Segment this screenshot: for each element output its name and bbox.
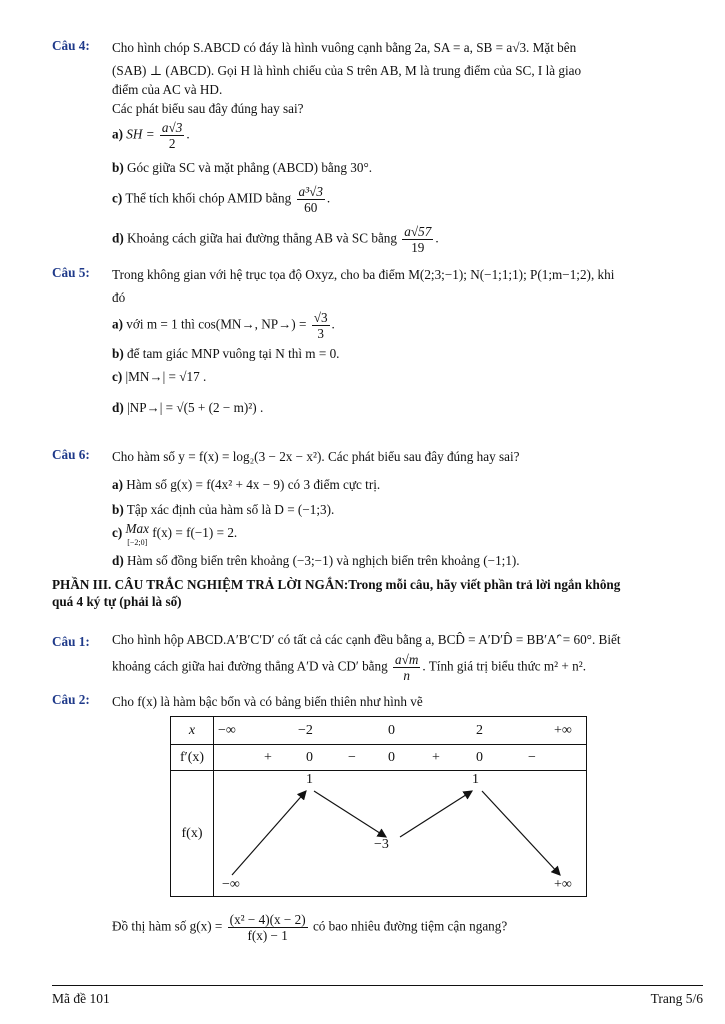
arrow-up — [232, 791, 306, 875]
option-label: a) — [112, 477, 123, 492]
zero: 0 — [388, 750, 395, 765]
q4-option-c: c) Thể tích khối chóp AMID bằng $\frac{\text{a³√3}}{60}$ . — [112, 184, 331, 215]
option-text: Khoảng cách giữa hai đường thẳng AB và SC bằng — [127, 230, 397, 246]
option-text: Góc giữa SC và mặt phẳng (ABCD) bằng 30°. — [127, 160, 373, 175]
p3q2-tail: Đồ thị hàm số g(x) = $\frac{\text{(x² − 4)(x − 2)}}{f(x) - 1}$ có bao nhiêu đường tiệm cận ngang? — [112, 912, 508, 943]
x-value: +∞ — [554, 723, 572, 738]
f-value: −3 — [374, 837, 389, 852]
row-fprime-label: f′(x) — [171, 745, 214, 771]
fraction: $\frac{√3}{3}$ — [313, 310, 328, 341]
fraction: $\frac{\text{(x² − 4)(x − 2)}}{f(x) - 1}$ — [229, 912, 306, 943]
sign: − — [348, 750, 356, 765]
q4-stem-line4: Các phát biểu sau đây đúng hay sai? — [112, 101, 304, 116]
option-label: d) — [112, 400, 124, 415]
option-label: b) — [112, 160, 124, 175]
option-label: a) — [112, 316, 123, 332]
f-value: +∞ — [554, 877, 572, 892]
q6-option-b — [112, 500, 703, 519]
q5-option-c — [112, 367, 703, 386]
option-label: b) — [112, 502, 124, 517]
option-text: f(x) = f(−1) = 2. — [152, 525, 238, 540]
q4-stem-line1: Cho hình chóp S.ABCD có đáy là hình vuông cạnh bằng 2a, SA = a, SB = a√3. Mặt bên — [112, 40, 577, 55]
variation-arrows — [214, 771, 586, 897]
p3q1-stem-line1: Cho hình hộp ABCD.A′B′C′D′ có tất cả các cạnh đều bằng a, BCD̂ = A′D′D̂ = BB′A′̂ = 60°. Biết — [112, 632, 621, 647]
option-label: a) — [112, 126, 123, 142]
q6-option-a — [112, 475, 703, 494]
f-value: −∞ — [222, 877, 240, 892]
q4-stem-line3: điểm của AC và HD. — [112, 82, 223, 97]
q5-label: Câu 5: — [52, 265, 90, 280]
arrow-down — [314, 791, 386, 837]
x-value: 2 — [476, 723, 483, 738]
q4-stem-line2: (SAB) ⊥ (ABCD). Gọi H là hình chiếu của S trên AB, M là trung điểm của SC, I là giao — [112, 63, 582, 78]
variation-table — [170, 716, 587, 897]
q5-option-d — [112, 398, 703, 417]
q5-stem-line1: Trong không gian với hệ trục tọa độ Oxyz, cho ba điểm M(2;3;−1); N(−1;1;1); P(1;m−1;2), khi — [112, 267, 615, 282]
option-text: với m = 1 thì cos(MN→, NP→) = — [126, 316, 307, 332]
p3q1-label: Câu 1: — [52, 634, 90, 649]
sign: − — [528, 750, 536, 765]
sign: + — [432, 750, 440, 765]
option-label: c) — [112, 190, 123, 206]
part3-heading-line2: quá 4 ký tự (phải là số) — [52, 594, 182, 609]
arrow-up — [400, 791, 472, 837]
max-operator: Max — [125, 521, 149, 536]
option-text: |NP→| = √(5 + (2 − m)²) . — [127, 400, 264, 415]
option-label: b) — [112, 346, 124, 361]
option-text: Hàm số g(x) = f(4x² + 4x − 9) có 3 điểm cực trị. — [126, 477, 381, 492]
fraction: $\frac{\text{a³√3}}{60}$ — [298, 184, 323, 215]
f-value: 1 — [472, 772, 479, 787]
part3-heading-line1: PHẦN III. CÂU TRẮC NGHIỆM TRẢ LỜI NGẮN:Trong mỗi câu, hãy viết phần trả lời ngắn không — [52, 577, 621, 592]
option-text: để tam giác MNP vuông tại N thì m = 0. — [127, 346, 340, 361]
zero: 0 — [476, 750, 483, 765]
zero: 0 — [306, 750, 313, 765]
q4-label: Câu 4: — [52, 38, 90, 53]
arrow-down — [482, 791, 560, 875]
q6-label: Câu 6: — [52, 447, 90, 462]
p3q2-label: Câu 2: — [52, 692, 90, 707]
page-footer — [52, 985, 703, 1007]
option-text: Hàm số đồng biến trên khoảng (−3;−1) và nghịch biến trên khoảng (−1;1). — [127, 553, 520, 568]
option-text: SH = — [126, 126, 155, 142]
q4-option-a: a) SH = $\frac{a√3}{2}$ . — [112, 120, 190, 151]
q5-stem-line2: đó — [112, 290, 126, 305]
exam-code: Mã đề 101 — [52, 991, 110, 1006]
option-text: |MN→| = √17 . — [125, 369, 207, 384]
p3q2-stem: Cho f(x) là hàm bậc bốn và có bảng biến thiên như hình vẽ — [112, 694, 423, 709]
option-text: Thể tích khối chóp AMID bằng — [125, 190, 292, 206]
row-fprime-values — [214, 745, 587, 771]
option-label: c) — [112, 369, 123, 384]
option-label: d) — [112, 553, 124, 568]
part3-heading — [52, 576, 703, 610]
q6-option-d — [112, 551, 703, 570]
max-interval: [−2;0] — [127, 538, 148, 547]
x-value: −2 — [298, 723, 313, 738]
fraction: $\frac{a√m}{n}$ — [395, 652, 419, 683]
sign: + — [264, 750, 272, 765]
x-value: −∞ — [218, 723, 236, 738]
q5-option-a: a) với m = 1 thì cos(MN→, NP→) = $\frac{√3}{3}$ . — [112, 310, 335, 341]
fraction: $\frac{a√57}{19}$ — [404, 224, 432, 255]
f-value: 1 — [306, 772, 313, 787]
option-label: c) — [112, 525, 123, 540]
page-number: Trang 5/6 — [650, 991, 703, 1006]
q5-stem — [112, 265, 703, 307]
q4-option-b — [112, 158, 703, 177]
q4-stem — [112, 38, 703, 118]
x-value: 0 — [388, 723, 395, 738]
option-text: Tập xác định của hàm số là D = (−1;3). — [126, 502, 335, 517]
q6-stem: Cho hàm số y = f(x) = log₂(3 − 2x − x²). Các phát biểu sau đây đúng hay sai? — [112, 449, 520, 464]
q4-option-d: d) Khoảng cách giữa hai đường thẳng AB và SC bằng $\frac{a√57}{19}$ . — [112, 224, 439, 255]
q5-option-b — [112, 344, 703, 363]
row-x-label: x — [171, 717, 214, 745]
option-label: d) — [112, 230, 124, 246]
p3q1-stem-line2: khoảng cách giữa hai đường thẳng A′D và CD′ bằng $\frac{a√m}{n}$ . Tính giá trị biểu thức m² + n². — [112, 652, 587, 683]
row-x-values — [214, 717, 587, 745]
row-f-label: f(x) — [171, 771, 214, 897]
row-f-values — [214, 771, 587, 897]
fraction: $\frac{a√3}{2}$ — [161, 120, 183, 151]
q6-option-c — [112, 523, 703, 549]
